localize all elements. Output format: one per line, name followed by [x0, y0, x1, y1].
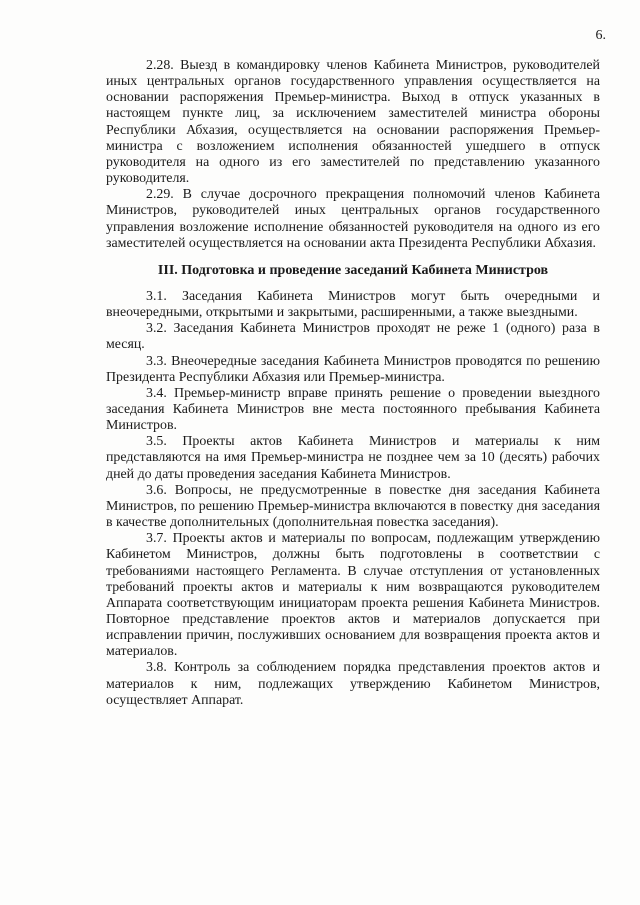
paragraph-3-5: 3.5. Проекты актов Кабинета Министров и материалы к ним представляются на имя Премьер-министра не позднее чем за 10 (десять) рабочих дней до даты проведения заседания Кабинета Министров.	[106, 434, 600, 482]
paragraph-3-2: 3.2. Заседания Кабинета Министров проходят не реже 1 (одного) раза в месяц.	[106, 321, 600, 353]
page-number: 6.	[595, 28, 606, 43]
paragraph-3-3: 3.3. Внеочередные заседания Кабинета Министров проводятся по решению Президента Республики Абхазия или Премьер-министра.	[106, 353, 600, 385]
paragraph-2-28: 2.28. Выезд в командировку членов Кабинета Министров, руководителей иных центральных органов государственного управления осуществляется на основании распоряжения Премьер-министра. Выход в отпуск указанных в настоящем пункте лиц, за исключением заместителей министра обороны Республики Абхазия, осуществляется на основании распоряжения Премьер-министра с возложением исполнения обязанностей ушедшего в отпуск руководителя на одного из его заместителей по представлению указанного руководителя.	[106, 58, 600, 187]
paragraph-3-1: 3.1. Заседания Кабинета Министров могут быть очередными и внеочередными, открытыми и закрытыми, расширенными, а также выездными.	[106, 288, 600, 321]
paragraph-2-29: 2.29. В случае досрочного прекращения полномочий членов Кабинета Министров, руководителей иных центральных органов государственного управления возложение исполнение обязанностей руководителя на одного из его заместителей осуществляется на основании акта Президента Республики Абхазия.	[106, 187, 600, 251]
paragraph-3-4: 3.4. Премьер-министр вправе принять решение о проведении выездного заседания Кабинета Министров вне места постоянного пребывания Кабинета Министров.	[106, 385, 600, 434]
paragraph-3-6: 3.6. Вопросы, не предусмотренные в повестке дня заседания Кабинета Министров, по решению Премьер-министра включаются в повестку дня заседания в качестве дополнительных (дополнительная повестка заседания).	[106, 482, 600, 531]
paragraph-3-8: 3.8. Контроль за соблюдением порядка представления проектов актов и материалов к ним, подлежащих утверждению Кабинетом Министров, осуществляет Аппарат.	[106, 660, 600, 708]
document-body	[106, 58, 600, 709]
section-heading: III. Подготовка и проведение заседаний Кабинета Министров	[157, 262, 549, 278]
paragraph-3-7: 3.7. Проекты актов и материалы по вопросам, подлежащим утверждению Кабинетом Министров, должны быть подготовлены в соответствии с требованиями настоящего Регламента. В случае отступления от установленных требований проекты актов и материалы к ним возвращаются руководителем Аппарата соответствующим инициаторам проекта решения Кабинета Министров. Повторное представление проектов актов и материалов допускается при исправлении причин, послуживших основанием для возвращения проекта актов и материалов.	[106, 531, 600, 660]
